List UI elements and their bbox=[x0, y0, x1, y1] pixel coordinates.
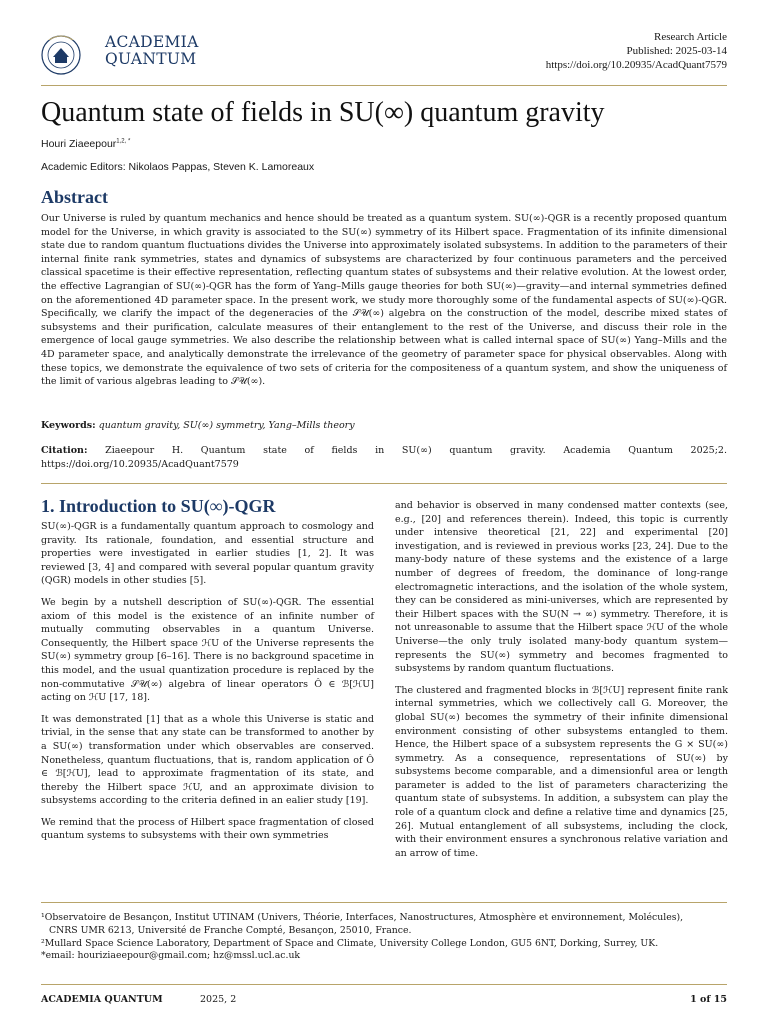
section-1-heading: 1. Introduction to SU(∞)-QGR bbox=[41, 496, 276, 516]
citation-label: Citation: bbox=[41, 445, 88, 456]
footnote: CNRS UMR 6213, Université de Franche Compté, Besançon, 25010, France. bbox=[49, 924, 412, 936]
page-number: 1 of 15 bbox=[690, 994, 727, 1005]
keywords-value: quantum gravity, SU(∞) symmetry, Yang–Mills theory bbox=[98, 420, 355, 431]
academic-editors: Academic Editors: Nikolaos Pappas, Steven K. Lamoreaux bbox=[41, 161, 315, 173]
academia-logo bbox=[41, 30, 99, 80]
left-column bbox=[41, 520, 374, 851]
paragraph: We begin by a nutshell description of SU(∞)-QGR. The essential axiom of this model is the existence of an infinite number of mutually commuting observables in a quantum Universe. Consequently, the Hilbert space ℋU of the Universe represents the SU(∞) symmetry group [6–16]. There is no background spacetime in this model, and the usual quantization procedure is replaced by the non-commutative 𝒮𝒰(∞) algebra of linear operators Ô ∈ ℬ[ℋU] acting on ℋU [17, 18]. bbox=[41, 596, 374, 704]
abstract-text: Our Universe is ruled by quantum mechanics and hence should be treated as a quantum system. SU(∞)-QGR is a recently proposed quantum model for the Universe, in which gravity is associated to the SU(∞) symmetry of its Hilbert space. Fragmentation of its infinite dimensional state due to random quantum fluctuations divides the Universe into approximately isolated subsystems. In addition to the parameters of their internal finite rank symmetries, states and dynamics of subsystems are characterized by four continuous parameters and the perceived classical spacetime is their effective representation, reflecting quantum states of subsystems and their relative evolution. At the lowest order, the effective Lagrangian of SU(∞)-QGR has the form of Yang–Mills gauge theories for both SU(∞)—gravity—and internal symmetries defined on the aforementioned 4D parameter space. In the present work, we study more thoroughly some of the fundamental aspects of SU(∞)-QGR. Specifically, we clarify the impact of the degeneracies of the 𝒮𝒰(∞) algebra on the construction of the model, describe mixed states of subsystems and their purification, calculate measures of their entanglement to the rest of the Universe, and discuss their role in the emergence of local gauge symmetries. We also describe the relationship between what is called internal space of SU(∞) Yang–Mills and the 4D parameter space, and analytically demonstrate the irrelevance of the geometry of parameter space for physical observables. Along with these topics, we demonstrate the equivalence of two sets of criteria for the compositeness of a quantum system, and show the uniqueness of the limit of various algebras leading to 𝒮𝒰(∞). bbox=[41, 213, 727, 388]
paragraph: The clustered and fragmented blocks in ℬ[ℋU] represent finite rank internal symmetries, which we collectively call G. Moreover, the global SU(∞) becomes the symmetry of their infinite dimensional environment consisting of other subsystems entangled to them. Hence, the Hilbert space of a subsystem represents the G × SU(∞) symmetry. As a consequence, representations of SU(∞) by subsystems become comparable, and a dimensionful area or length parameter is added to the list of parameters characterizing the quantum state of subsystems. In addition, a subsystem can play the role of a quantum clock and define a relative time and dynamics [25, 26]. Mutual entanglement of all subsystems, including the clock, with their environment ensures a synchronous relative variation and an arrow of time. bbox=[395, 684, 728, 859]
keywords bbox=[41, 420, 727, 431]
header-rule bbox=[41, 85, 727, 86]
article-meta bbox=[546, 30, 727, 72]
citation bbox=[41, 444, 727, 471]
doi-link[interactable]: https://doi.org/10.20935/AcadQuant7579 bbox=[545, 59, 727, 71]
citation-text: Ziaeepour H. Quantum state of fields in SU(∞) quantum gravity. Academia Quantum 2025;2. https://doi.org/10.20935/AcadQuant7579 bbox=[41, 445, 727, 470]
keywords-label: Keywords: bbox=[41, 420, 96, 431]
footer-rule bbox=[41, 984, 727, 985]
footnote: ²Mullard Space Science Laboratory, Department of Space and Climate, University College London, GU5 6NT, Dorking, Surrey, UK. bbox=[41, 937, 659, 949]
footnotes bbox=[41, 912, 741, 963]
paragraph: We remind that the process of Hilbert space fragmentation of closed quantum systems to subsystems with their own symmetries bbox=[41, 816, 374, 842]
article-title: Quantum state of fields in SU(∞) quantum gravity bbox=[41, 97, 605, 128]
journal-name: ACADEMIA QUANTUM bbox=[105, 33, 199, 68]
section-rule bbox=[41, 483, 727, 484]
footnote: *email: houriziaeepour@gmail.com; hz@mssl.ucl.ac.uk bbox=[41, 950, 301, 962]
author-name: Houri Ziaeepour bbox=[41, 138, 117, 150]
abstract-heading: Abstract bbox=[41, 187, 108, 207]
article-type: Research Article bbox=[654, 31, 727, 43]
paragraph: and behavior is observed in many condensed matter contexts (see, e.g., [20] and references therein). Indeed, this topic is currently under intensive theoretical [21, 22] and experimental [20] investigation, and is reviewed in previous works [23, 24]. Due to the many-body nature of these systems and the existence of a large number of degrees of freedom, the dominance of long-range electromagnetic interactions, and the isolation of the whole system, they can be considered as mini-universes, which are represented by their Hilbert spaces with the SU(N → ∞) symmetry. Therefore, it is not unreasonable to assume that the Hilbert space ℋU of the whole Universe—the only truly isolated many-body quantum system—represents the SU(∞) symmetry and becomes fragmented to subsystems by random quantum fluctuations. bbox=[395, 500, 728, 675]
footnote-rule bbox=[41, 902, 727, 903]
footer-year: 2025, 2 bbox=[200, 994, 237, 1005]
paragraph: SU(∞)-QGR is a fundamentally quantum approach to cosmology and gravity. Its rationale, foundation, and essential structure and properties were investigated in earlier studies [1, 2]. It was reviewed [3, 4] and compared with several popular quantum gravity (QGR) models in other studies [5]. bbox=[41, 521, 374, 587]
footer-journal: ACADEMIA QUANTUM bbox=[41, 994, 163, 1005]
author-affiliations: 1,2, * bbox=[116, 138, 131, 145]
footnote: ¹Observatoire de Besançon, Institut UTINAM (Univers, Théorie, Interfaces, Nanostructures, Atmosphère et environnement, Molécules), bbox=[41, 912, 684, 923]
right-column bbox=[395, 499, 728, 868]
published-date: Published: 2025-03-14 bbox=[626, 45, 727, 57]
paragraph: It was demonstrated [1] that as a whole this Universe is static and trivial, in the sense that any state can be transformed to another by a SU(∞) transformation under which observables are conserved. Nonetheless, quantum fluctuations, that is, random application of Ô ∈ ℬ[ℋU], lead to approximate fragmentation of its state, and thereby the Hilbert space ℋU, and an approximate division to subsystems according to the criteria defined in an ealier study [19]. bbox=[41, 713, 374, 807]
author-line bbox=[41, 138, 130, 150]
